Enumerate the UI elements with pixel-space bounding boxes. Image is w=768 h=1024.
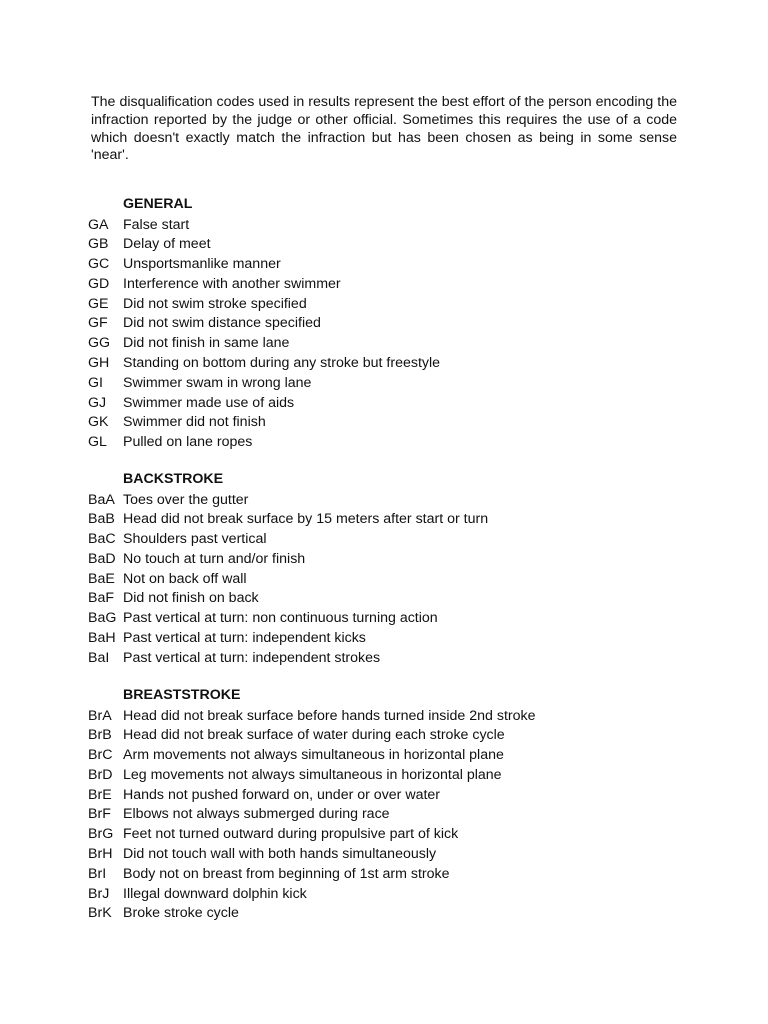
section-title: BREASTSTROKE [123,687,241,703]
code-row [88,374,728,394]
code-id: GA [88,216,109,233]
code-id: GI [88,374,103,391]
code-list [88,707,728,925]
code-row [88,885,728,905]
code-row [88,413,728,433]
code-id: BrA [88,707,112,724]
code-id: BrC [88,747,113,764]
code-row [88,314,728,334]
code-id: GF [88,315,108,332]
code-id: GJ [88,394,107,411]
code-list [88,491,728,669]
code-description: Past vertical at turn: independent strokes [123,649,381,666]
code-id: BrD [88,766,113,783]
code-row [88,707,728,727]
code-description: Past vertical at turn: independent kicks [123,630,366,647]
code-description: Swimmer did not finish [123,414,266,431]
section-title: GENERAL [123,196,193,212]
code-row [88,786,728,806]
section-backstroke [88,470,728,669]
code-row [88,589,728,609]
code-id: GB [88,236,109,253]
code-id: BrE [88,786,112,803]
code-row [88,609,728,629]
code-id: BaD [88,550,116,567]
code-description: Did not touch wall with both hands simultaneously [123,846,437,863]
code-row [88,805,728,825]
code-row [88,904,728,924]
code-description: Delay of meet [123,236,211,253]
code-id: BaC [88,531,116,548]
code-description: Body not on breast from beginning of 1st arm stroke [123,865,450,882]
code-row [88,629,728,649]
code-description: Interference with another swimmer [123,275,341,292]
code-description: Did not finish in same lane [123,335,290,352]
section-title: BACKSTROKE [123,471,224,487]
code-row [88,550,728,570]
code-row [88,649,728,669]
code-description: Shoulders past vertical [123,531,267,548]
code-id: GC [88,256,110,273]
code-row [88,491,728,511]
code-id: BaI [88,649,110,666]
code-row [88,354,728,374]
code-description: Toes over the gutter [123,491,249,508]
code-description: Unsportsmanlike manner [123,256,281,273]
code-id: BaF [88,590,115,607]
code-row [88,216,728,236]
code-id: GD [88,275,110,292]
code-description: Swimmer made use of aids [123,394,295,411]
code-id: GL [88,434,107,451]
code-id: GH [88,355,110,372]
code-description: Arm movements not always simultaneous in horizontal plane [123,747,504,764]
code-description: Head did not break surface by 15 meters after start or turn [123,511,489,528]
code-description: Pulled on lane ropes [123,434,253,451]
code-row [88,865,728,885]
code-row [88,766,728,786]
code-id: BrK [88,905,112,922]
code-id: BrJ [88,885,110,902]
code-id: BaB [88,511,115,528]
code-row [88,295,728,315]
code-id: BrH [88,846,113,863]
code-description: Leg movements not always simultaneous in horizontal plane [123,766,502,783]
code-description: Standing on bottom during any stroke but freestyle [123,355,441,372]
code-row [88,570,728,590]
code-description: Feet not turned outward during propulsive part of kick [123,826,459,843]
code-row [88,845,728,865]
code-description: Illegal downward dolphin kick [123,885,307,902]
code-id: BaH [88,630,116,647]
code-id: BrG [88,826,114,843]
code-row [88,726,728,746]
code-id: GG [88,335,111,352]
code-description: Elbows not always submerged during race [123,806,390,823]
section-general [88,195,728,453]
section-breaststroke [88,686,728,924]
code-row [88,510,728,530]
code-id: BrB [88,727,112,744]
code-description: Not on back off wall [123,570,247,587]
code-row [88,334,728,354]
code-description: Head did not break surface before hands turned inside 2nd stroke [123,707,536,724]
code-id: BaA [88,491,115,508]
code-description: Swimmer swam in wrong lane [123,374,312,391]
code-description: No touch at turn and/or finish [123,550,306,567]
code-row [88,394,728,414]
code-id: BrI [88,865,107,882]
code-description: Head did not break surface of water during each stroke cycle [123,727,505,744]
code-id: GK [88,414,109,431]
code-id: BaG [88,610,117,627]
code-id: BaE [88,570,115,587]
code-row [88,746,728,766]
code-description: Broke stroke cycle [123,905,239,922]
code-row [88,825,728,845]
code-id: BrF [88,806,111,823]
code-row [88,530,728,550]
code-row [88,275,728,295]
code-description: Past vertical at turn: non continuous turning action [123,610,438,627]
code-row [88,255,728,275]
code-row [88,433,728,453]
code-id: GE [88,295,109,312]
code-description: False start [123,216,190,233]
code-description: Did not swim stroke specified [123,295,307,312]
code-description: Hands not pushed forward on, under or over water [123,786,441,803]
code-description: Did not swim distance specified [123,315,321,332]
intro-paragraph: The disqualification codes used in results represent the best effort of the person encoding the infraction reported by the judge or other official. Sometimes this requires the use of a code which doesn't exactly match the infraction but has been chosen as being in some sense 'near'. [91,94,677,164]
code-description: Did not finish on back [123,590,259,607]
code-list [88,216,728,454]
code-row [88,235,728,255]
